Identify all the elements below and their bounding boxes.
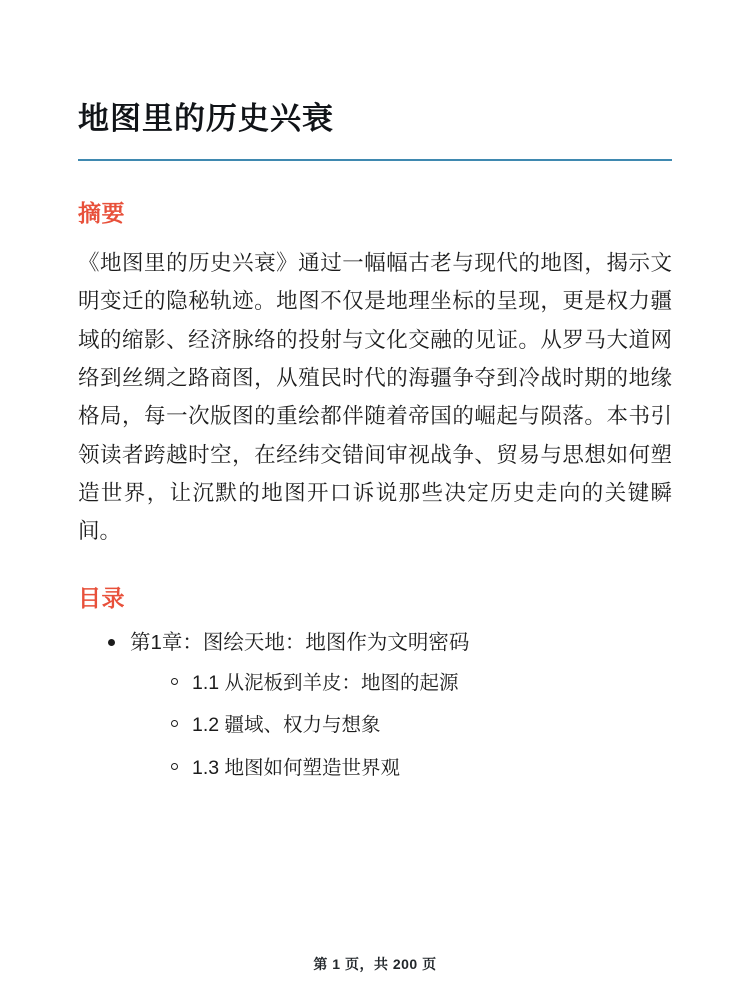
toc-heading: 目录 [78, 585, 125, 612]
toc-list [78, 627, 672, 782]
list-item[interactable]: 1.2 疆域、权力与想象 [166, 710, 672, 740]
toc-sublist [130, 668, 672, 783]
list-item[interactable]: 1.3 地图如何塑造世界观 [166, 753, 672, 783]
list-item[interactable] [102, 627, 672, 782]
toc-chapter-label: 第1章：图绘天地：地图作为文明密码 [130, 631, 470, 655]
abstract-text: 《地图里的历史兴衰》通过一幅幅古老与现代的地图，揭示文明变迁的隐秘轨迹。地图不仅是地理坐标的呈现，更是权力疆域的缩影、经济脉络的投射与文化交融的见证。从罗马大道网络到丝绸之路商图，从殖民时代的海疆争夺到冷战时期的地缘格局，每一次版图的重绘都伴随着帝国的崛起与陨落。本书引领读者跨越时空，在经纬交错间审视战争、贸易与思想如何塑造世界，让沉默的地图开口诉说那些决定历史走向的关键瞬间。 [78, 251, 672, 544]
list-item[interactable]: 1.1 从泥板到羊皮：地图的起源 [166, 668, 672, 698]
page-footer: 第 1 页，共 200 页 [313, 956, 437, 972]
abstract-heading: 摘要 [78, 200, 125, 227]
page-title: 地图里的历史兴衰 [78, 101, 334, 136]
title-divider [78, 159, 672, 161]
